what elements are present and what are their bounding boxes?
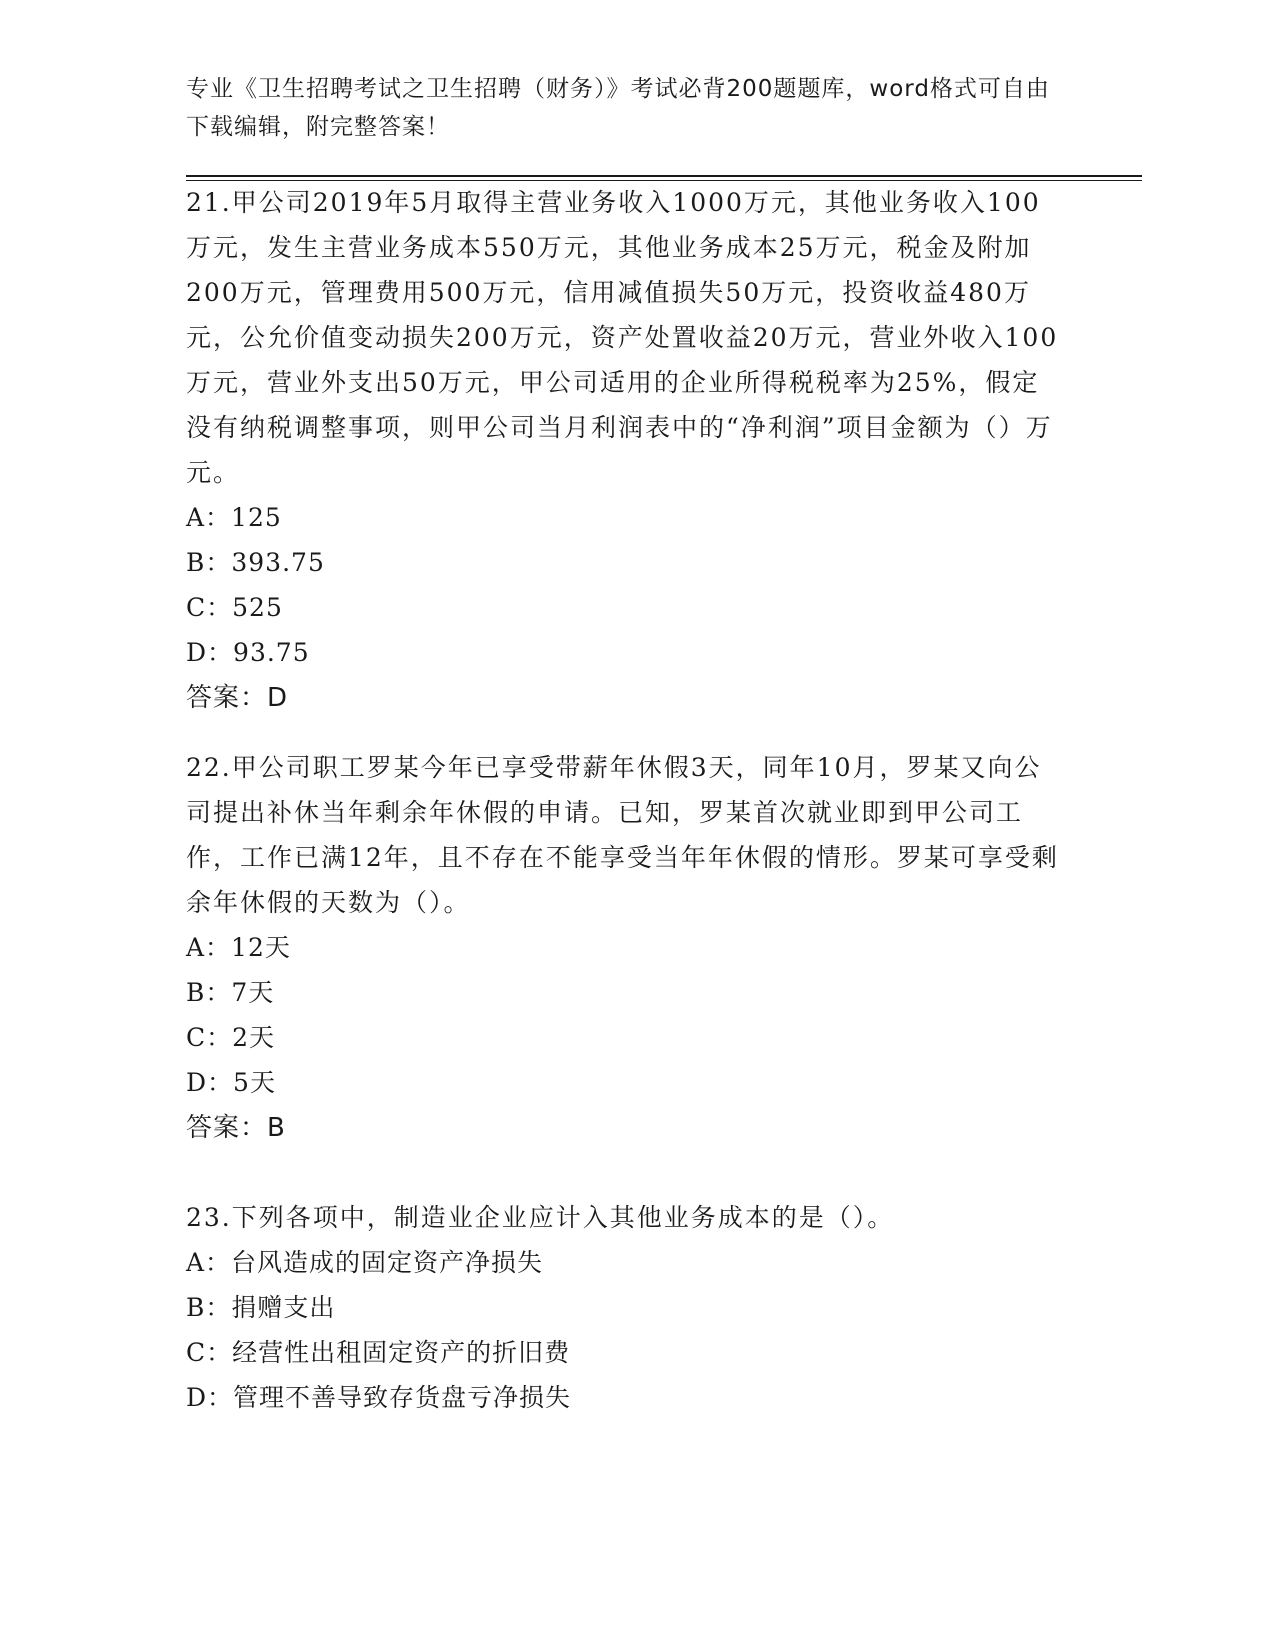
answer-label: 答案：D [186,683,289,713]
option-c: C：525 [186,593,283,622]
option-d: D：93.75 [186,638,310,667]
question-22 [186,745,1066,1151]
option-a: A：台风造成的固定资产净损失 [186,1248,544,1277]
question-stem: 21.甲公司2019年5月取得主营业务收入1000万元，其他业务收入100万元，发生主营业务成本550万元，其他业务成本25万元，税金及附加200万元，管理费用500万元，信用减值损失50万元，投资收益480万元，公允价值变动损失200万元，资产处置收益20万元，营业外收入100万元，营业外支出50万元，甲公司适用的企业所得税税率为25%，假定没有纳税调整事项，则甲公司当月利润表中的“净利润”项目金额为（）万元。 [186,188,1059,487]
option-b: B：7天 [186,978,275,1007]
header-divider-thick [186,175,1142,177]
question-stem: 23.下列各项中，制造业企业应计入其他业务成本的是（）。 [186,1203,895,1232]
question-stem: 22.甲公司职工罗某今年已享受带薪年休假3天，同年10月，罗某又向公司提出补休当年剩余年休假的申请。已知，罗某首次就业即到甲公司工作，工作已满12年，且不存在不能享受当年年休假的情形。罗某可享受剩余年休假的天数为（）。 [186,753,1059,917]
option-c: C：经营性出租固定资产的折旧费 [186,1338,571,1367]
question-23 [186,1195,1066,1420]
document-header: 专业《卫生招聘考试之卫生招聘（财务）》考试必背200题题库，word格式可自由下载编辑，附完整答案！ [186,76,1050,140]
option-c: C：2天 [186,1023,276,1052]
option-a: A：125 [186,503,282,532]
option-d: D：5天 [186,1068,276,1097]
question-21 [186,180,1066,721]
option-a: A：12天 [186,933,291,962]
option-d: D：管理不善导致存货盘亏净损失 [186,1383,572,1412]
option-b: B：393.75 [186,548,325,577]
option-b: B：捐赠支出 [186,1293,336,1322]
answer-label: 答案：B [186,1113,286,1143]
